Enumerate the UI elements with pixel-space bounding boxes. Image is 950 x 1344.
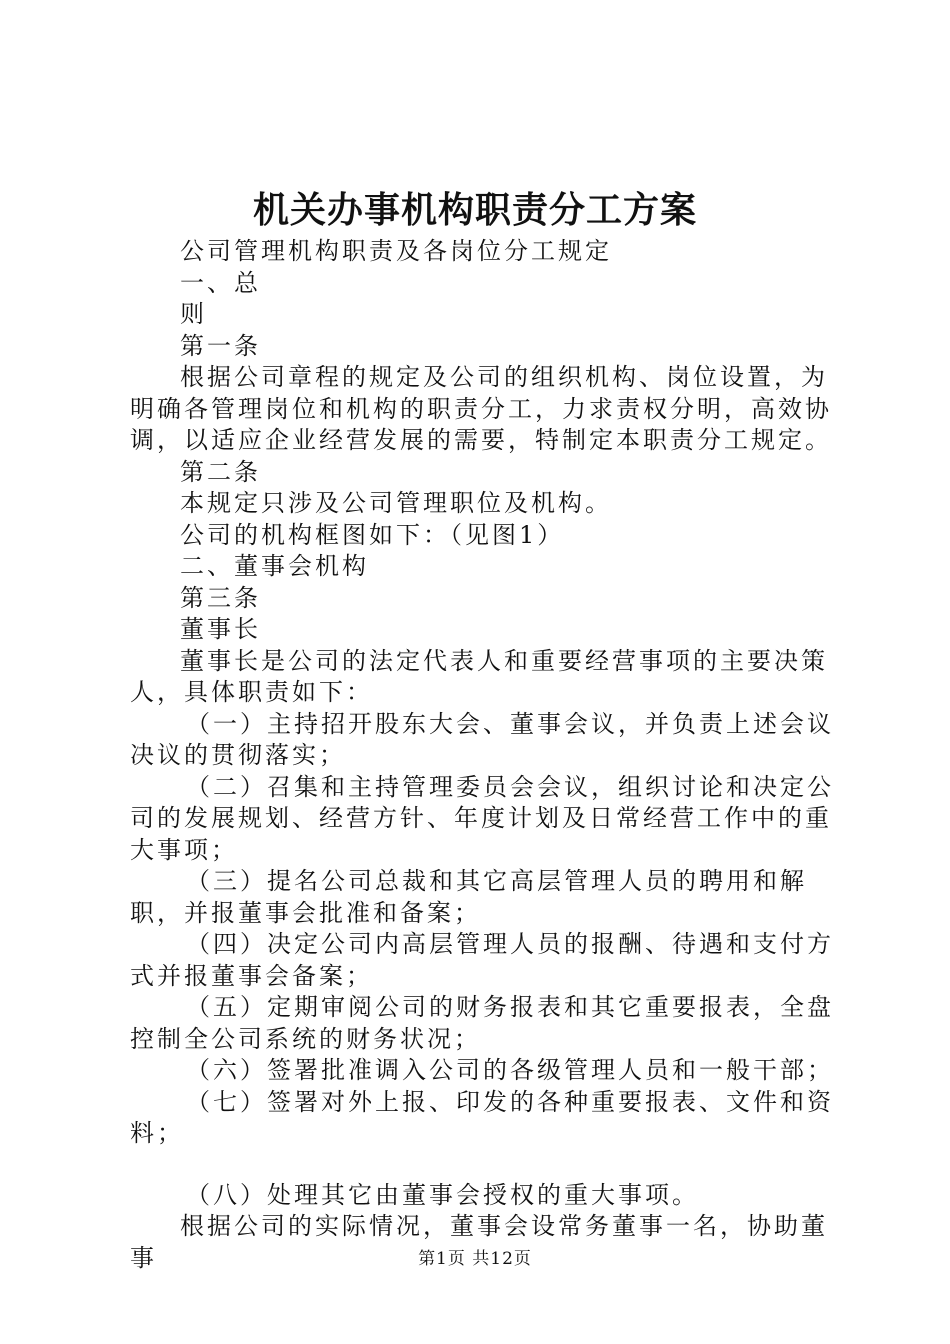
- paragraph: 董事长是公司的法定代表人和重要经营事项的主要决策人，具体职责如下：: [130, 646, 828, 706]
- paragraph: 根据公司章程的规定及公司的组织机构、岗位设置，为明确各管理岗位和机构的职责分工，力求责权分明，高效协调，以适应企业经营发展的需要，特制定本职责分工规定。: [130, 363, 832, 454]
- page-footer: 第1页 共12页: [418, 1249, 532, 1269]
- paragraph: 根据公司的实际情况，董事会设常务董事一名，协助董事: [130, 1212, 828, 1272]
- paragraph: 一、总: [180, 268, 261, 297]
- paragraph: 则: [180, 300, 207, 328]
- paragraph: 公司的机构框图如下：（见图1）: [180, 520, 565, 549]
- paragraph: （八）处理其它由董事会授权的重大事项。: [186, 1180, 699, 1209]
- paragraph: （七）签署对外上报、印发的各种重要报表、文件和资料；: [130, 1087, 834, 1147]
- paragraph-gap: [130, 1150, 840, 1180]
- paragraph: 第一条: [180, 331, 261, 360]
- paragraph: 二、董事会机构: [180, 552, 369, 580]
- paragraph: 董事长: [180, 615, 261, 643]
- paragraph: （四）决定公司内高层管理人员的报酬、待遇和支付方式并报董事会备案；: [130, 930, 834, 990]
- paragraph: 第三条: [180, 583, 261, 612]
- document-title: 机关办事机构职责分工方案: [252, 189, 697, 231]
- paragraph: 第二条: [180, 457, 261, 486]
- paragraph: （六）签署批准调入公司的各级管理人员和一般干部；: [186, 1056, 834, 1084]
- paragraph: （五）定期审阅公司的财务报表和其它重要报表，全盘控制全公司系统的财务状况；: [130, 993, 834, 1053]
- paragraph: （一）主持招开股东大会、董事会议，并负责上述会议决议的贯彻落实；: [130, 709, 834, 769]
- paragraph: （三）提名公司总裁和其它高层管理人员的聘用和解职，并报董事会批准和备案；: [130, 867, 807, 927]
- paragraph: （二）召集和主持管理委员会会议，组织讨论和决定公司的发展规划、经营方针、年度计划及日常经营工作中的重大事项；: [130, 772, 834, 864]
- paragraph: 本规定只涉及公司管理职位及机构。: [180, 489, 612, 517]
- document-body: [130, 236, 840, 1274]
- paragraph: 公司管理机构职责及各岗位分工规定: [180, 237, 612, 265]
